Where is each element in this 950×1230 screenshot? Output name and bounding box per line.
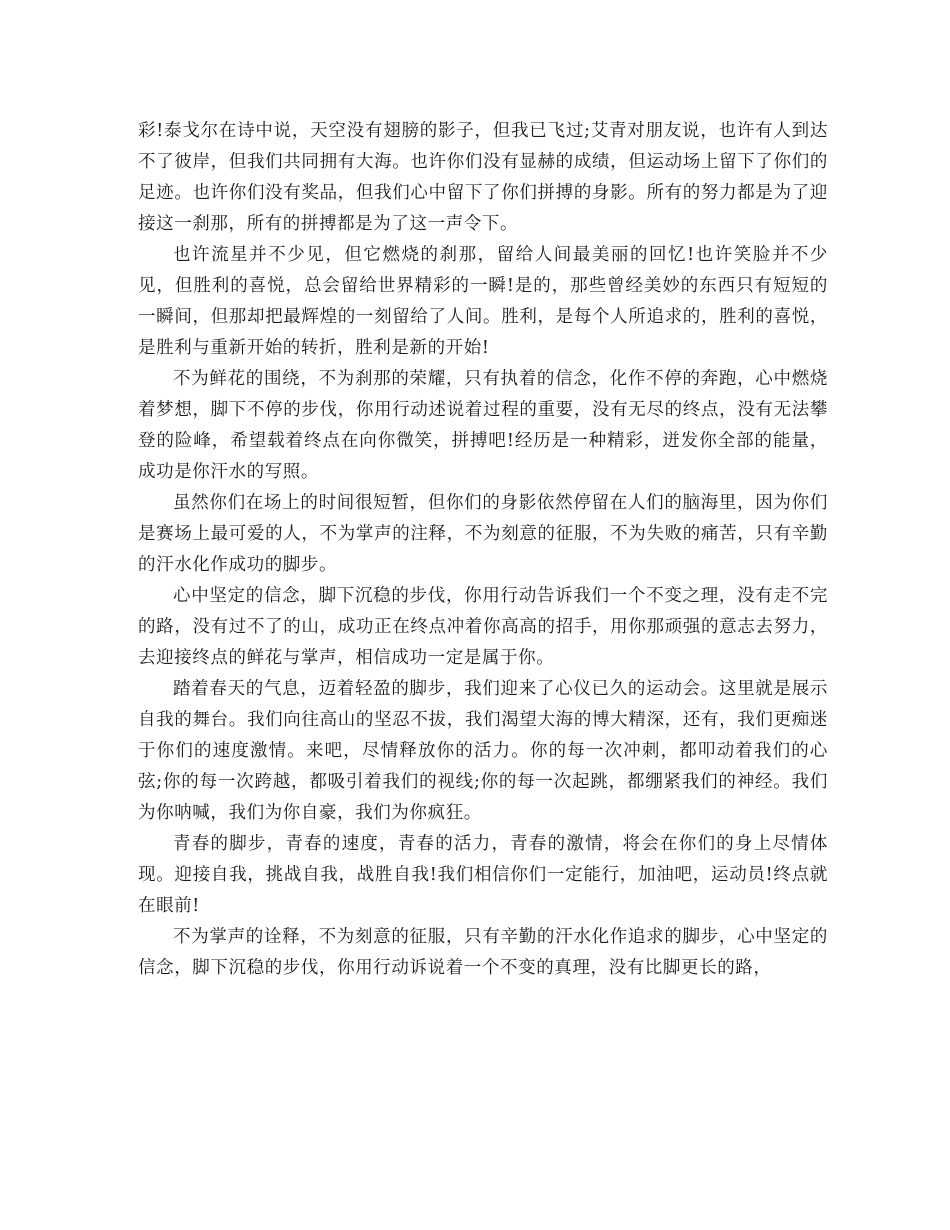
paragraph: 踏着春天的气息，迈着轻盈的脚步，我们迎来了心仪已久的运动会。这里就是展示自我的舞台。我们向往高山的坚忍不拔，我们渴望大海的博大精深，还有，我们更痴迷于你们的速度激情。来吧，尽情释放你的活力。你的每一次冲刺，都叩动着我们的心弦;你的每一次跨越，都吸引着我们的视线;你的每一次起跳，都绷紧我们的神经。我们为你呐喊，我们为你自豪，我们为你疯狂。 [138, 679, 828, 823]
paragraph-continued: 彩!泰戈尔在诗中说，天空没有翅膀的影子，但我已飞过;艾青对朋友说，也许有人到达不了彼岸，但我们共同拥有大海。也许你们没有显赫的成绩，但运动场上留下了你们的足迹。也许你们没有奖品，但我们心中留下了你们拼搏的身影。所有的努力都是为了迎接这一刹那，所有的拼搏都是为了这一声令下。 [138, 121, 828, 234]
paragraph: 不为掌声的诠释，不为刻意的征服，只有辛勤的汗水化作追求的脚步，心中坚定的信念，脚下沉稳的步伐，你用行动诉说着一个不变的真理，没有比脚更长的路， [138, 927, 828, 978]
paragraph: 青春的脚步，青春的速度，青春的活力，青春的激情，将会在你们的身上尽情体现。迎接自我，挑战自我，战胜自我!我们相信你们一定能行，加油吧，运动员!终点就在眼前! [138, 834, 828, 916]
paragraph: 不为鲜花的围绕，不为刹那的荣耀，只有执着的信念，化作不停的奔跑，心中燃烧着梦想，脚下不停的步伐，你用行动述说着过程的重要，没有无尽的终点，没有无法攀登的险峰，希望载着终点在向你微笑，拼搏吧!经历是一种精彩，迸发你全部的能量，成功是你汗水的写照。 [138, 369, 828, 482]
paragraph: 心中坚定的信念，脚下沉稳的步伐，你用行动告诉我们一个不变之理，没有走不完的路，没有过不了的山，成功正在终点冲着你高高的招手，用你那顽强的意志去努力，去迎接终点的鲜花与掌声，相信成功一定是属于你。 [138, 586, 828, 668]
paragraph: 也许流星并不少见，但它燃烧的刹那，留给人间最美丽的回忆!也许笑脸并不少见，但胜利的喜悦，总会留给世界精彩的一瞬!是的，那些曾经美妙的东西只有短短的一瞬间，但那却把最辉煌的一刻留给了人间。胜利，是每个人所追求的，胜利的喜悦，是胜利与重新开始的转折，胜利是新的开始! [138, 245, 828, 358]
document-page [138, 116, 828, 984]
paragraph: 虽然你们在场上的时间很短暂，但你们的身影依然停留在人们的脑海里，因为你们是赛场上最可爱的人，不为掌声的注释，不为刻意的征服，不为失败的痛苦，只有辛勤的汗水化作成功的脚步。 [138, 493, 828, 575]
